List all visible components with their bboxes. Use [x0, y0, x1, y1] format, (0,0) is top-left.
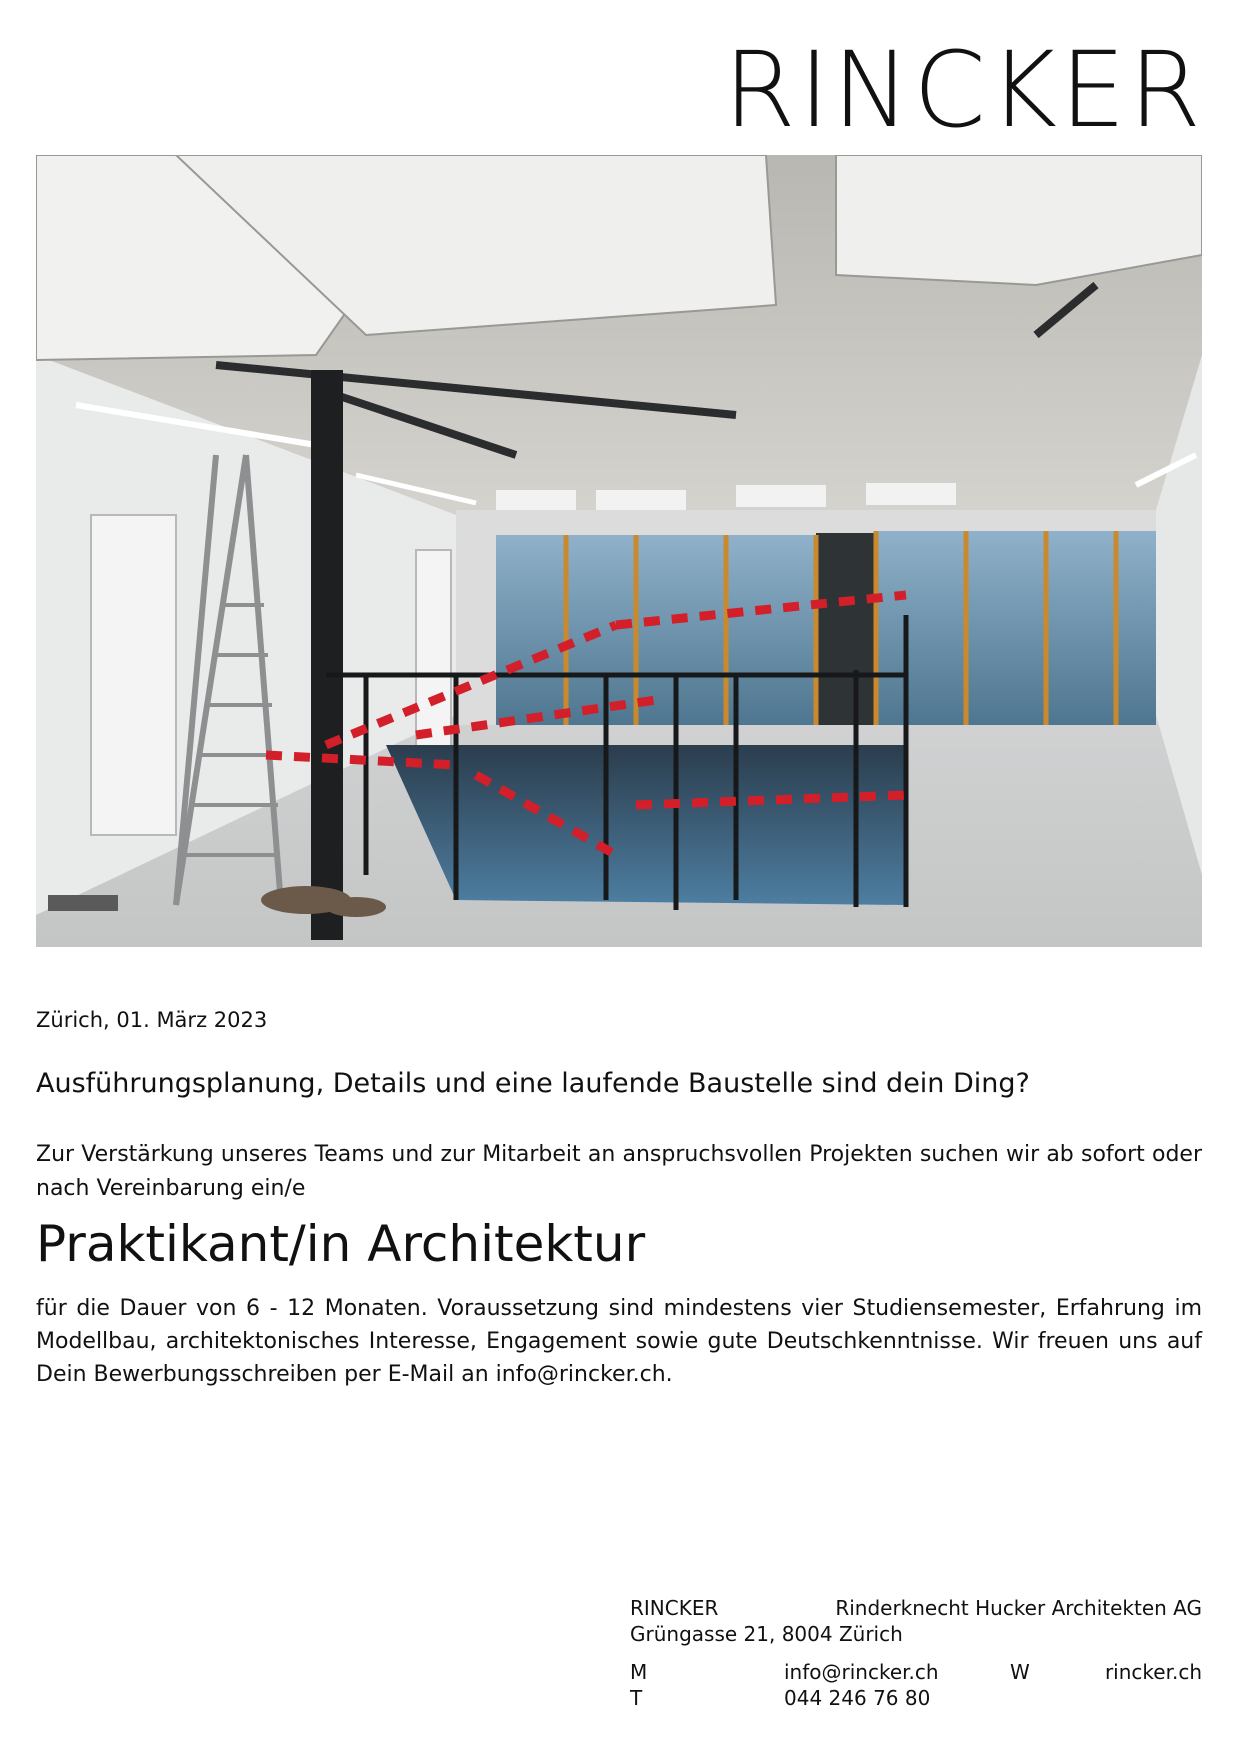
footer-company-name: Rinderknecht Hucker Architekten AG	[835, 1596, 1202, 1620]
footer-contact	[630, 1595, 1202, 1711]
footer-tel-row	[630, 1685, 1202, 1711]
footer-short-name: RINCKER	[630, 1596, 719, 1620]
body-paragraph: für die Dauer von 6 - 12 Monaten. Voraussetzung sind mindestens vier Studiensemester, Erfahrung im Modellbau, architektonisches Interesse, Engagement sowie gute Deutschkenntnisse. Wir freuen uns auf Dein Bewerbungsschreiben per E-Mail an info@rincker.ch.	[36, 1296, 1202, 1387]
web-link[interactable]: rincker.ch	[1104, 1660, 1202, 1684]
job-title: Praktikant/in Architektur	[36, 1215, 646, 1273]
footer-address: Grüngasse 21, 8004 Zürich	[630, 1622, 903, 1646]
company-logo: RINCKER	[723, 29, 1204, 151]
web-label: W	[1010, 1660, 1030, 1684]
letter-date: Zürich, 01. März 2023	[36, 1008, 268, 1032]
footer-mail-row	[630, 1659, 1202, 1685]
tel-label: T	[630, 1686, 643, 1710]
footer-company-row	[630, 1595, 1202, 1621]
headline: Ausführungsplanung, Details und eine laufende Baustelle sind dein Ding?	[36, 1068, 1030, 1099]
construction-site-photo	[36, 155, 1202, 947]
mail-link[interactable]: info@rincker.ch	[784, 1660, 939, 1684]
tel-number[interactable]: 044 246 76 80	[784, 1686, 931, 1710]
mail-label: M	[630, 1660, 648, 1684]
intro-paragraph: Zur Verstärkung unseres Teams und zur Mitarbeit an anspruchsvollen Projekten suchen wir ab sofort oder nach Vereinbarung ein/e	[36, 1142, 1202, 1201]
